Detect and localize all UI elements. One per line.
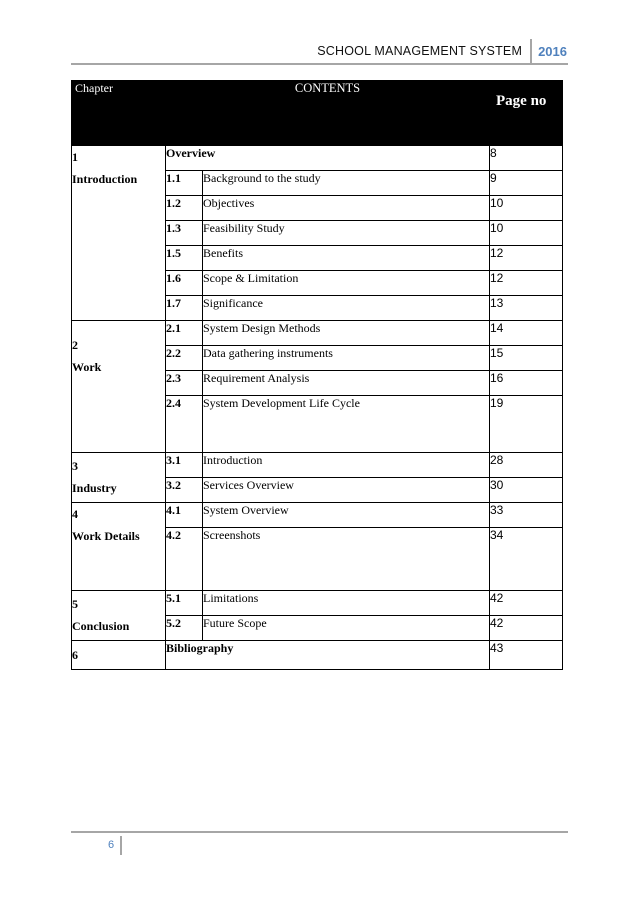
row-page: 14: [490, 321, 563, 346]
chapter-number: 1: [72, 150, 78, 164]
table-row: [72, 146, 563, 171]
row-number: 2.4: [166, 396, 203, 453]
table-row: [72, 453, 563, 478]
row-page: 42: [490, 616, 563, 641]
row-page: 33: [490, 503, 563, 528]
row-page: 42: [490, 591, 563, 616]
row-title: Bibliography: [166, 641, 490, 670]
header-rule: [71, 63, 568, 65]
table-row: [72, 321, 563, 346]
row-title: Objectives: [203, 196, 490, 221]
row-page: 19: [490, 396, 563, 453]
row-page: 9: [490, 171, 563, 196]
table-row: [72, 641, 563, 670]
row-number: 1.6: [166, 271, 203, 296]
chapter-name: Conclusion: [72, 619, 130, 633]
row-number: 2.3: [166, 371, 203, 396]
chapter-number: 5: [72, 597, 78, 611]
footer-separator: [120, 836, 122, 855]
chapter-number: 6: [72, 648, 78, 662]
row-page: 13: [490, 296, 563, 321]
row-title: Introduction: [203, 453, 490, 478]
header-page-no: Page no: [490, 81, 563, 146]
row-page: 16: [490, 371, 563, 396]
table-row: [72, 591, 563, 616]
chapter-name: Introduction: [72, 172, 138, 186]
row-number: 4.1: [166, 503, 203, 528]
chapter-number: 3: [72, 459, 78, 473]
row-title: Data gathering instruments: [203, 346, 490, 371]
chapter-name: Industry: [72, 481, 117, 495]
chapter-cell: [72, 453, 166, 503]
row-page: 12: [490, 246, 563, 271]
row-page: 12: [490, 271, 563, 296]
chapter-number: 2: [72, 338, 78, 352]
chapter-cell: [72, 146, 166, 321]
row-title: Services Overview: [203, 478, 490, 503]
chapter-number: 4: [72, 507, 78, 521]
header-contents: CONTENTS: [166, 81, 490, 146]
table-header-row: [72, 81, 563, 146]
row-title: Benefits: [203, 246, 490, 271]
footer-rule: [71, 831, 568, 833]
chapter-name: Work Details: [72, 529, 140, 543]
row-number: 3.1: [166, 453, 203, 478]
row-number: 1.3: [166, 221, 203, 246]
row-title: Background to the study: [203, 171, 490, 196]
row-number: 1.5: [166, 246, 203, 271]
document-title: SCHOOL MANAGEMENT SYSTEM: [317, 44, 523, 58]
row-page: 15: [490, 346, 563, 371]
row-title: Significance: [203, 296, 490, 321]
chapter-cell: [72, 641, 166, 670]
chapter-cell: [72, 591, 166, 641]
row-page: 30: [490, 478, 563, 503]
row-page: 8: [490, 146, 563, 171]
chapter-cell: [72, 503, 166, 591]
row-title: System Development Life Cycle: [203, 396, 490, 453]
row-title: Scope & Limitation: [203, 271, 490, 296]
chapter-name: Work: [72, 360, 102, 374]
row-title: Future Scope: [203, 616, 490, 641]
row-number: 1.2: [166, 196, 203, 221]
row-page: 43: [490, 641, 563, 670]
row-number: 2.1: [166, 321, 203, 346]
row-page: 34: [490, 528, 563, 591]
row-title: System Overview: [203, 503, 490, 528]
chapter-cell: [72, 321, 166, 453]
page-number: 6: [108, 839, 115, 851]
row-title: Screenshots: [203, 528, 490, 591]
row-number: 5.1: [166, 591, 203, 616]
header-chapter: Chapter: [72, 81, 166, 146]
row-title: Feasibility Study: [203, 221, 490, 246]
row-number: 1.1: [166, 171, 203, 196]
row-number: 3.2: [166, 478, 203, 503]
row-number: 5.2: [166, 616, 203, 641]
row-number: 4.2: [166, 528, 203, 591]
row-number: 1.7: [166, 296, 203, 321]
page-header: [317, 40, 567, 62]
contents-table: [71, 80, 563, 670]
row-title: Requirement Analysis: [203, 371, 490, 396]
header-separator: [530, 39, 532, 63]
row-title: System Design Methods: [203, 321, 490, 346]
row-page: 10: [490, 196, 563, 221]
row-page: 10: [490, 221, 563, 246]
table-row: [72, 503, 563, 528]
row-title: Overview: [166, 146, 490, 171]
row-page: 28: [490, 453, 563, 478]
row-number: 2.2: [166, 346, 203, 371]
document-year: 2016: [538, 43, 567, 59]
row-title: Limitations: [203, 591, 490, 616]
